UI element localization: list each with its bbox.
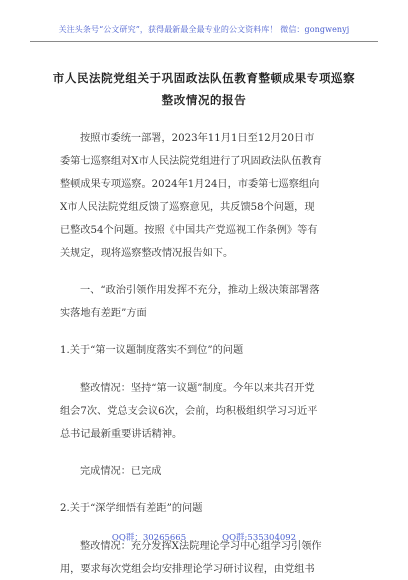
body-line: 按照市委统一部署，2023年11月1日至12月20日市 <box>80 133 315 144</box>
body-line: 关规定，现将巡察整改情况报告如下。 <box>60 248 234 259</box>
issue-heading: 1.关于“第一议题制度落实不到位”的问题 <box>60 345 244 356</box>
section-heading: 实落地有差距”方面 <box>60 308 147 319</box>
header-divider <box>30 41 378 42</box>
body-line: X市人民法院党组反馈了巡察意见，共反馈58个问题，现 <box>60 202 315 213</box>
document-title-line-2: 整改情况的报告 <box>161 93 247 107</box>
body-line: 已整改54个问题。按照《中国共产党巡视工作条例》等有 <box>60 225 318 236</box>
body-line: 总书记最新重要讲话精神。 <box>60 429 183 440</box>
footer-contact <box>0 531 408 543</box>
completion-status: 完成情况：已完成 <box>80 466 162 477</box>
document-title-line-1: 市人民法院党组关于巩固政法队伍教育整顿成果专项巡察 <box>52 71 356 85</box>
body-line: 用，要求每次党组会均安排理论学习研讨议程，由党组书 <box>60 564 315 575</box>
header-promo-text: 关注头条号“公文研究”，获得最新最全最专业的公文资料库！ 微信：gongwenyj <box>58 25 350 34</box>
body-line: 整顿成果专项巡察。2024年1月24日，市委第七巡察组向 <box>60 179 320 190</box>
footer-qq-group-2: QQ群:535304092 <box>222 533 297 543</box>
body-line: 组会7次、党总支会议6次，会前，均积极组织学习习近平 <box>60 406 318 417</box>
body-line: 整改情况：坚持“第一议题”制度。今年以来共召开党 <box>80 383 315 394</box>
body-line: 整改情况：充分发挥X法院理论学习中心组学习引领作 <box>80 541 322 552</box>
issue-heading: 2.关于“深学细悟有差距”的问题 <box>60 503 203 514</box>
body-line: 委第七巡察组对X市人民法院党组进行了巩固政法队伍教育 <box>60 156 322 167</box>
section-heading: 一、“政治引领作用发挥不充分，推动上级决策部署落 <box>80 285 320 296</box>
footer-qq-group-1: QQ群：30265665 <box>111 533 187 543</box>
